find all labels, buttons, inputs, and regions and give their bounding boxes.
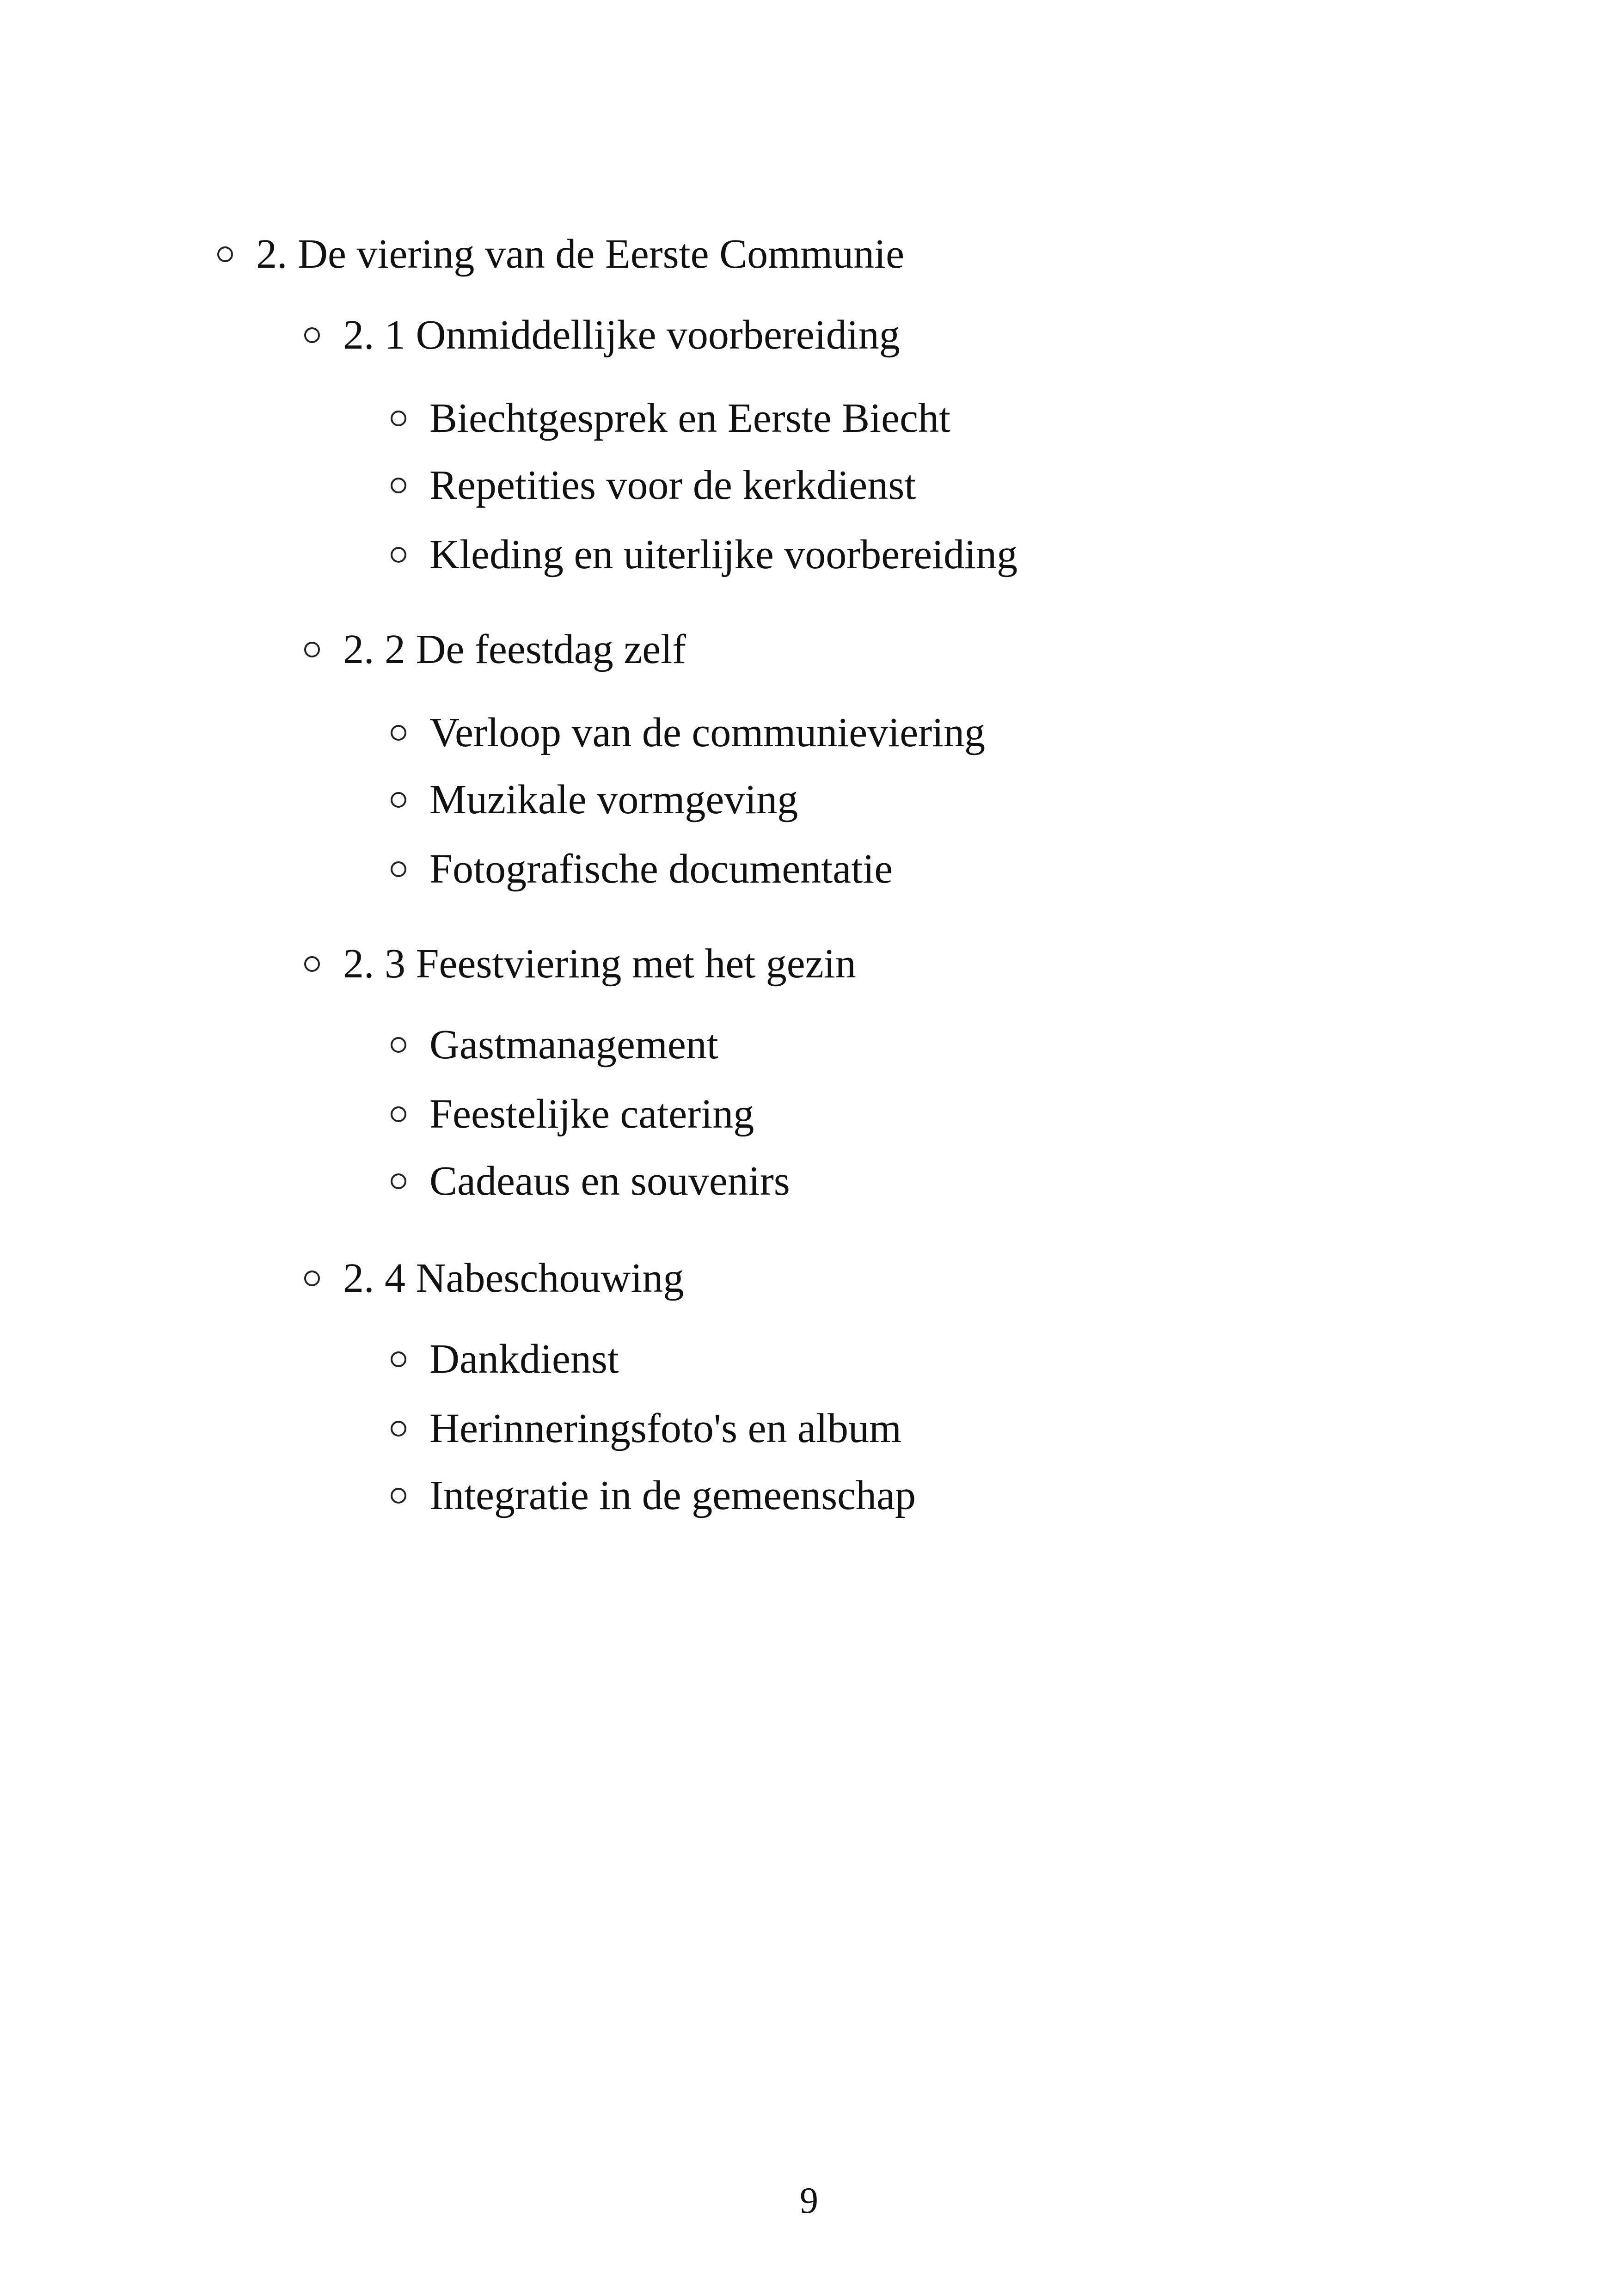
circle-bullet-icon: [391, 1173, 406, 1189]
circle-bullet-icon: [304, 642, 320, 657]
subitem-label: Cadeaus en souvenirs: [429, 1158, 790, 1204]
outline-section-heading: [0, 936, 856, 992]
section-heading-label: 2. 3 Feestviering met het gezin: [343, 941, 856, 987]
outline-subitem: [0, 705, 985, 761]
subitem-label: Integratie in de gemeenschap: [429, 1473, 916, 1518]
subitem-label: Herinneringsfoto's en album: [429, 1406, 901, 1451]
circle-bullet-icon: [391, 725, 406, 741]
circle-bullet-icon: [391, 478, 406, 493]
subitem-label: Verloop van de communieviering: [429, 710, 986, 755]
circle-bullet-icon: [217, 246, 233, 262]
subitem-label: Gastmanagement: [429, 1022, 718, 1068]
circle-bullet-icon: [391, 792, 406, 808]
circle-bullet-icon: [391, 1106, 406, 1122]
circle-bullet-icon: [304, 956, 320, 972]
circle-bullet-icon: [304, 1271, 320, 1286]
outline-subitem: [0, 1401, 901, 1456]
circle-bullet-icon: [304, 327, 320, 343]
circle-bullet-icon: [391, 547, 406, 563]
outline-subitem: [0, 841, 893, 897]
outline-section-heading: [0, 622, 686, 677]
circle-bullet-icon: [391, 861, 406, 877]
section-heading-label: 2. 2 De feestdag zelf: [343, 626, 686, 672]
outline-section-heading: [0, 1251, 684, 1306]
subitem-label: Muzikale vormgeving: [429, 777, 798, 823]
page-number: 9: [800, 2180, 818, 2221]
outline-title: 2. De viering van de Eerste Communie: [256, 231, 905, 277]
outline-subitem: [0, 1332, 619, 1387]
subitem-label: Repetities voor de kerkdienst: [429, 462, 916, 508]
circle-bullet-icon: [391, 1351, 406, 1367]
circle-bullet-icon: [391, 411, 406, 426]
outline-subitem: [0, 1468, 916, 1523]
subitem-label: Fotografische documentatie: [429, 846, 893, 892]
circle-bullet-icon: [391, 1488, 406, 1504]
section-heading-label: 2. 4 Nabeschouwing: [343, 1255, 684, 1301]
subitem-label: Dankdienst: [429, 1336, 619, 1382]
outline-level1-item: [0, 227, 904, 282]
outline-subitem: [0, 772, 798, 828]
outline-subitem: [0, 1154, 790, 1209]
outline-subitem: [0, 391, 950, 446]
outline-subitem: [0, 527, 1017, 583]
outline-subitem: [0, 1087, 754, 1142]
outline-subitem: [0, 458, 916, 513]
circle-bullet-icon: [391, 1037, 406, 1053]
subitem-label: Biechtgesprek en Eerste Biecht: [429, 395, 951, 441]
outline-section-heading: [0, 307, 900, 363]
circle-bullet-icon: [391, 1421, 406, 1437]
outline-subitem: [0, 1017, 718, 1073]
subitem-label: Kleding en uiterlijke voorbereiding: [429, 532, 1018, 577]
subitem-label: Feestelijke catering: [429, 1091, 754, 1137]
section-heading-label: 2. 1 Onmiddellijke voorbereiding: [343, 312, 900, 358]
